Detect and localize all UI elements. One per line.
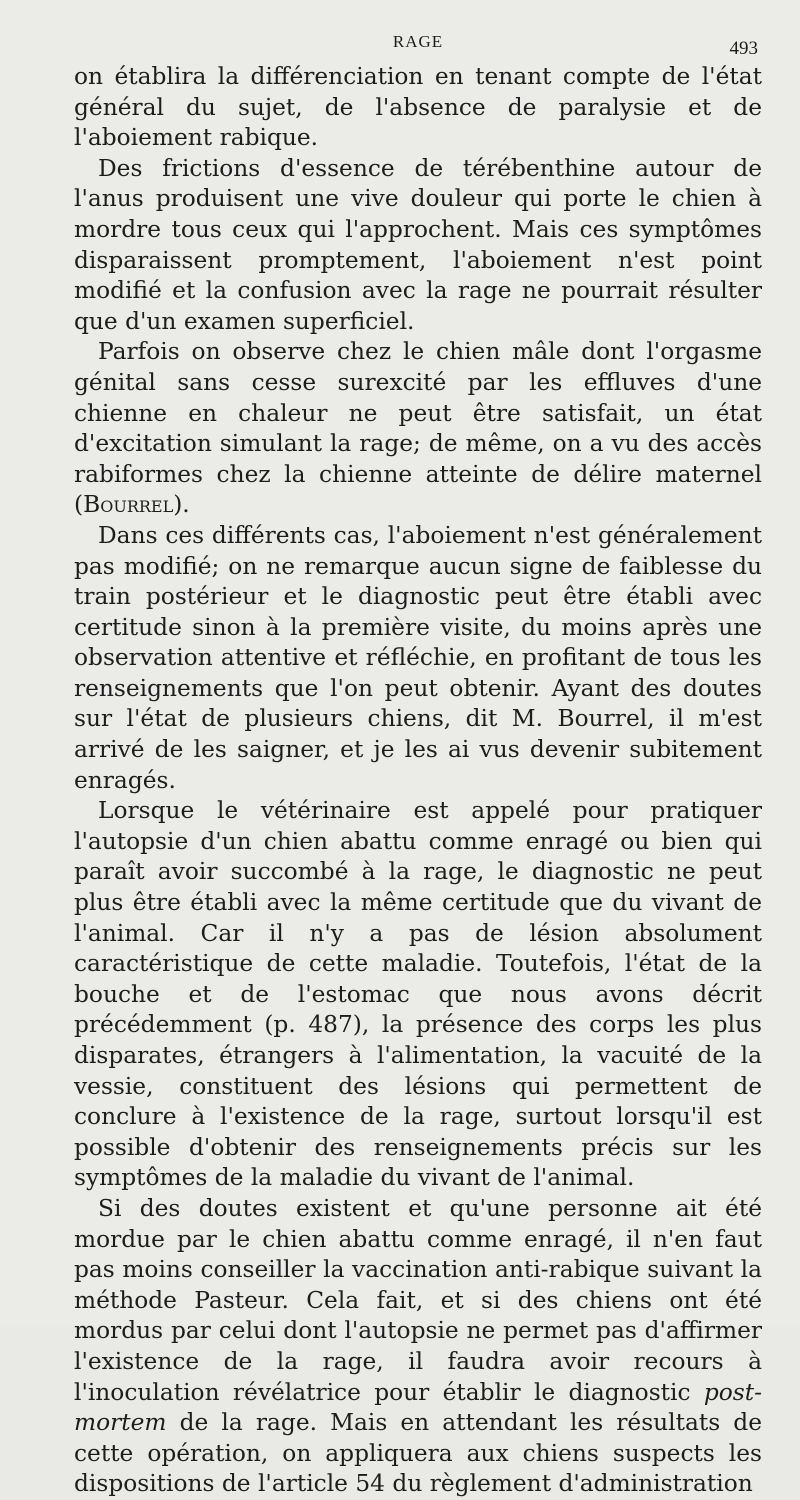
paragraph-continuation: on établira la différenciation en tenant compte de l'état général du sujet, de l'absence de paralysie et de l'aboiement rabique. <box>74 63 762 152</box>
author-citation: Bourrel <box>83 491 174 519</box>
paragraph-autopsie: Lorsque le vétérinaire est appelé pour pratiquer l'autopsie d'un chien abattu comme enragé ou bien qui paraît avoir succombé à la rage, le diagnostic ne peut plus être établi avec la même certitude que du vivant de l'animal. Car il n'y a pas de lésion absolument caractéristique de cette maladie. Toutefois, l'état de la bouche et de l'estomac que nous avons décrit précédemment (p. 487), la présence des corps les plus disparates, étrangers à l'alimentation, la vacuité de la vessie, constituent des lésions qui permettent de conclure à l'existence de la rage, surtout lorsqu'il est possible d'obtenir des renseignements précis sur les symptômes de la maladie du vivant de l'animal. <box>74 797 762 1192</box>
page-header <box>74 0 762 62</box>
paragraph-text: Si des doutes existent et qu'une personne ait été mordue par le chien abattu comme enragé, il n'en faut pas moins conseiller la vaccination anti-rabique suivant la méthode Pasteur. Cela fait, et si des chiens ont été mordus par celui dont l'autopsie ne permet pas d'affirmer l'existence de la rage, il faudra avoir recours à l'inoculation révélatrice pour établir le diagnostic <box>74 1194 762 1406</box>
running-title: RAGE <box>392 32 444 51</box>
paragraph-differents-cas: Dans ces différents cas, l'aboiement n'est généralement pas modifié; on ne remarque aucun signe de faiblesse du train postérieur et le diagnostic peut être établi avec certitude sinon à la première visite, du moins après une observation attentive et réfléchie, en profitant de tous les renseignements que l'on peut obtenir. Ayant des doutes sur l'état de plusieurs chiens, dit M. Bourrel, il m'est arrivé de les saigner, et je les ai vus devenir subitement enragés. <box>74 521 762 794</box>
page-number: 493 <box>729 38 758 59</box>
italic-term: post-mortem <box>74 1378 762 1437</box>
paragraph-text: ). <box>173 491 190 519</box>
body-text <box>74 62 762 1500</box>
paragraph-vaccination <box>74 1194 762 1500</box>
paragraph-chien-male <box>74 337 762 521</box>
paragraph-text: Parfois on observe chez le chien mâle dont l'orgasme génital sans cesse surexcité par les effluves d'une chienne en chaleur ne peut être satisfait, un état d'excitation simulant la rage; de même, on a vu des accès rabiformes chez la chienne atteinte de délire maternel ( <box>74 338 762 519</box>
paragraph-text: de la rage. Mais en attendant les résultats de cette opération, on appliquera aux chiens suspects les dispositions de l'article 54 du règlement d'administration <box>74 1409 762 1498</box>
paragraph-terebenthine: Des frictions d'essence de térébenthine autour de l'anus produisent une vive douleur qui porte le chien à mordre tous ceux qui l'approchent. Mais ces symptômes disparaissent promptement, l'aboiement n'est point modifié et la confusion avec la rage ne pourrait résulter que d'un examen superficiel. <box>74 154 762 335</box>
